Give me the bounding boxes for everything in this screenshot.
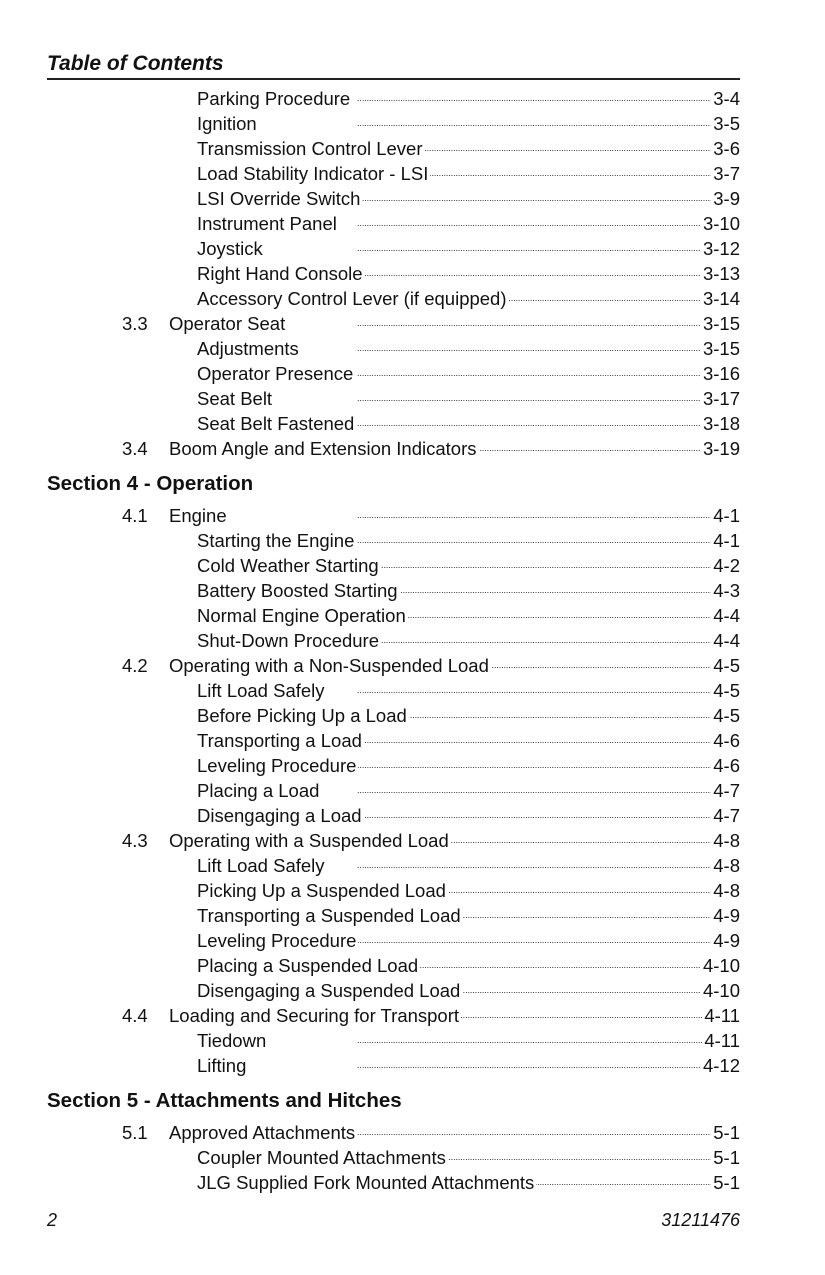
toc-entry-title: Ignition (197, 113, 257, 134)
toc-entry[interactable] (0, 828, 825, 853)
toc-page-number: 3-16 (702, 363, 740, 384)
page-title: Table of Contents (47, 52, 224, 75)
toc-entry-title: Battery Boosted Starting (197, 580, 398, 601)
toc-entry[interactable] (0, 653, 825, 678)
toc-page-number: 3-12 (702, 238, 740, 259)
section-heading: Section 5 - Attachments and Hitches (47, 1089, 402, 1112)
toc-page-number: 3-14 (702, 288, 740, 309)
toc-entry-title: Joystick (197, 238, 263, 259)
toc-subentry[interactable] (0, 803, 825, 828)
toc-page-number: 4-2 (713, 555, 740, 576)
toc-page-number: 4-9 (713, 905, 740, 926)
toc-page-number: 4-10 (702, 980, 740, 1001)
toc-subentry[interactable] (0, 136, 825, 161)
toc-page-number: 3-13 (702, 263, 740, 284)
toc-page-number: 3-9 (713, 188, 740, 209)
toc-subentry[interactable] (0, 628, 825, 653)
toc-entry-title: Cold Weather Starting (197, 555, 379, 576)
toc-entry[interactable] (0, 1003, 825, 1028)
toc-entry-title: Approved Attachments (169, 1122, 356, 1143)
toc-subentry[interactable] (0, 361, 825, 386)
toc-page-number: 4-8 (713, 830, 740, 851)
toc-page-number: 3-6 (713, 138, 740, 159)
toc-subentry[interactable] (0, 236, 825, 261)
toc-entry-title: Placing a Suspended Load (197, 955, 419, 976)
toc-entry-title: Load Stability Indicator - LSI (197, 163, 429, 184)
toc-page-number: 4-1 (713, 530, 740, 551)
section-heading: Section 4 - Operation (47, 472, 254, 495)
toc-entry-number: 3.3 (122, 313, 148, 334)
toc-entry-title: Before Picking Up a Load (197, 705, 407, 726)
toc-entry-title: Operator Seat (169, 313, 286, 334)
toc-entry-number: 4.2 (122, 655, 148, 676)
toc-entry[interactable] (0, 1120, 825, 1145)
toc-subentry[interactable] (0, 386, 825, 411)
toc-subentry[interactable] (0, 603, 825, 628)
toc-subentry[interactable] (0, 1053, 825, 1078)
toc-page-number: 4-8 (713, 880, 740, 901)
toc-entry-title: Operating with a Non-Suspended Load (169, 655, 489, 676)
toc-page-number: 4-11 (704, 1005, 740, 1026)
toc-subentry[interactable] (0, 186, 825, 211)
toc-entry-title: Leveling Procedure (197, 755, 357, 776)
toc-subentry[interactable] (0, 903, 825, 928)
toc-entry[interactable] (0, 436, 825, 461)
footer-page-number: 2 (47, 1210, 58, 1230)
toc-page-number: 3-15 (702, 313, 740, 334)
toc-entry-title: Disengaging a Load (197, 805, 362, 826)
toc-entry-title: Placing a Load (197, 780, 320, 801)
toc-entry-title: Accessory Control Lever (if equipped) (197, 288, 507, 309)
toc-subentry[interactable] (0, 411, 825, 436)
toc-subentry[interactable] (0, 753, 825, 778)
toc-subentry[interactable] (0, 1145, 825, 1170)
toc-entry[interactable] (0, 311, 825, 336)
toc-entry-number: 4.4 (122, 1005, 148, 1026)
dot-leader (169, 1053, 740, 1078)
toc-page-number: 4-6 (713, 730, 740, 751)
toc-page-number: 4-7 (713, 805, 740, 826)
toc-page-number: 4-6 (713, 755, 740, 776)
toc-entry-title: Transmission Control Lever (197, 138, 423, 159)
toc-subentry[interactable] (0, 728, 825, 753)
dot-leader (169, 503, 740, 528)
toc-page-number: 4-12 (702, 1055, 740, 1076)
toc-page-number: 3-4 (713, 88, 740, 109)
footer-document-number: 31211476 (661, 1210, 740, 1230)
toc-page-number: 4-4 (713, 630, 740, 651)
toc-page-number: 4-4 (713, 605, 740, 626)
toc-entry-title: Shut-Down Procedure (197, 630, 380, 651)
toc-page-number: 3-7 (713, 163, 740, 184)
toc-entry-title: Tiedown (197, 1030, 267, 1051)
toc-page-number: 4-9 (713, 930, 740, 951)
toc-subentry[interactable] (0, 261, 825, 286)
toc-entry-title: Lifting (197, 1055, 247, 1076)
toc-entry-title: Coupler Mounted Attachments (197, 1147, 446, 1168)
toc-page-number: 4-5 (713, 680, 740, 701)
toc-page-number: 3-18 (702, 413, 740, 434)
toc-subentry[interactable] (0, 978, 825, 1003)
toc-page-number: 5-1 (713, 1147, 740, 1168)
toc-page-number: 4-5 (713, 705, 740, 726)
toc-subentry[interactable] (0, 86, 825, 111)
toc-page-number: 4-10 (702, 955, 740, 976)
toc-subentry[interactable] (0, 928, 825, 953)
toc-subentry[interactable] (0, 528, 825, 553)
toc-subentry[interactable] (0, 703, 825, 728)
table-of-contents (0, 86, 825, 1195)
toc-entry-title: Seat Belt Fastened (197, 413, 355, 434)
toc-page-number: 4-5 (713, 655, 740, 676)
toc-entry-title: JLG Supplied Fork Mounted Attachments (197, 1172, 535, 1193)
toc-entry-title: Lift Load Safely (197, 680, 325, 701)
toc-page-number: 4-7 (713, 780, 740, 801)
toc-subentry[interactable] (0, 111, 825, 136)
toc-entry-title: Engine (169, 505, 227, 526)
toc-page-number: 4-1 (713, 505, 740, 526)
toc-page-number: 3-19 (702, 438, 740, 459)
toc-subentry[interactable] (0, 161, 825, 186)
toc-subentry[interactable] (0, 878, 825, 903)
toc-entry-title: Seat Belt (197, 388, 273, 409)
toc-entry-title: Leveling Procedure (197, 930, 357, 951)
toc-subentry[interactable] (0, 211, 825, 236)
toc-entry-title: Right Hand Console (197, 263, 363, 284)
toc-entry-number: 4.1 (122, 505, 148, 526)
toc-page-number: 3-15 (702, 338, 740, 359)
toc-entry-number: 4.3 (122, 830, 148, 851)
toc-page-number: 5-1 (713, 1122, 740, 1143)
toc-entry-title: Normal Engine Operation (197, 605, 406, 626)
toc-entry-number: 3.4 (122, 438, 148, 459)
toc-entry-title: LSI Override Switch (197, 188, 361, 209)
toc-entry-title: Instrument Panel (197, 213, 337, 234)
toc-page-number: 3-5 (713, 113, 740, 134)
toc-entry-title: Loading and Securing for Transport (169, 1005, 460, 1026)
toc-subentry[interactable] (0, 1028, 825, 1053)
toc-subentry[interactable] (0, 553, 825, 578)
toc-page-number: 5-1 (713, 1172, 740, 1193)
toc-subentry[interactable] (0, 286, 825, 311)
toc-subentry[interactable] (0, 778, 825, 803)
toc-page-number: 4-8 (713, 855, 740, 876)
toc-subentry[interactable] (0, 853, 825, 878)
toc-subentry[interactable] (0, 953, 825, 978)
toc-entry-title: Picking Up a Suspended Load (197, 880, 446, 901)
toc-entry[interactable] (0, 503, 825, 528)
toc-subentry[interactable] (0, 1170, 825, 1195)
toc-page-number: 3-17 (702, 388, 740, 409)
toc-page-number: 4-11 (704, 1030, 740, 1051)
toc-subentry[interactable] (0, 336, 825, 361)
toc-entry-title: Disengaging a Suspended Load (197, 980, 461, 1001)
toc-entry-title: Adjustments (197, 338, 299, 359)
toc-page-number: 3-10 (702, 213, 740, 234)
toc-entry-title: Operator Presence (197, 363, 354, 384)
toc-subentry[interactable] (0, 678, 825, 703)
toc-entry-title: Transporting a Suspended Load (197, 905, 461, 926)
toc-entry-title: Lift Load Safely (197, 855, 325, 876)
toc-entry-title: Starting the Engine (197, 530, 355, 551)
toc-entry-title: Operating with a Suspended Load (169, 830, 449, 851)
toc-page-number: 4-3 (713, 580, 740, 601)
toc-subentry[interactable] (0, 578, 825, 603)
page-header (47, 50, 740, 80)
toc-entry-title: Transporting a Load (197, 730, 362, 751)
toc-entry-title: Boom Angle and Extension Indicators (169, 438, 477, 459)
toc-entry-number: 5.1 (122, 1122, 148, 1143)
toc-entry-title: Parking Procedure (197, 88, 351, 109)
